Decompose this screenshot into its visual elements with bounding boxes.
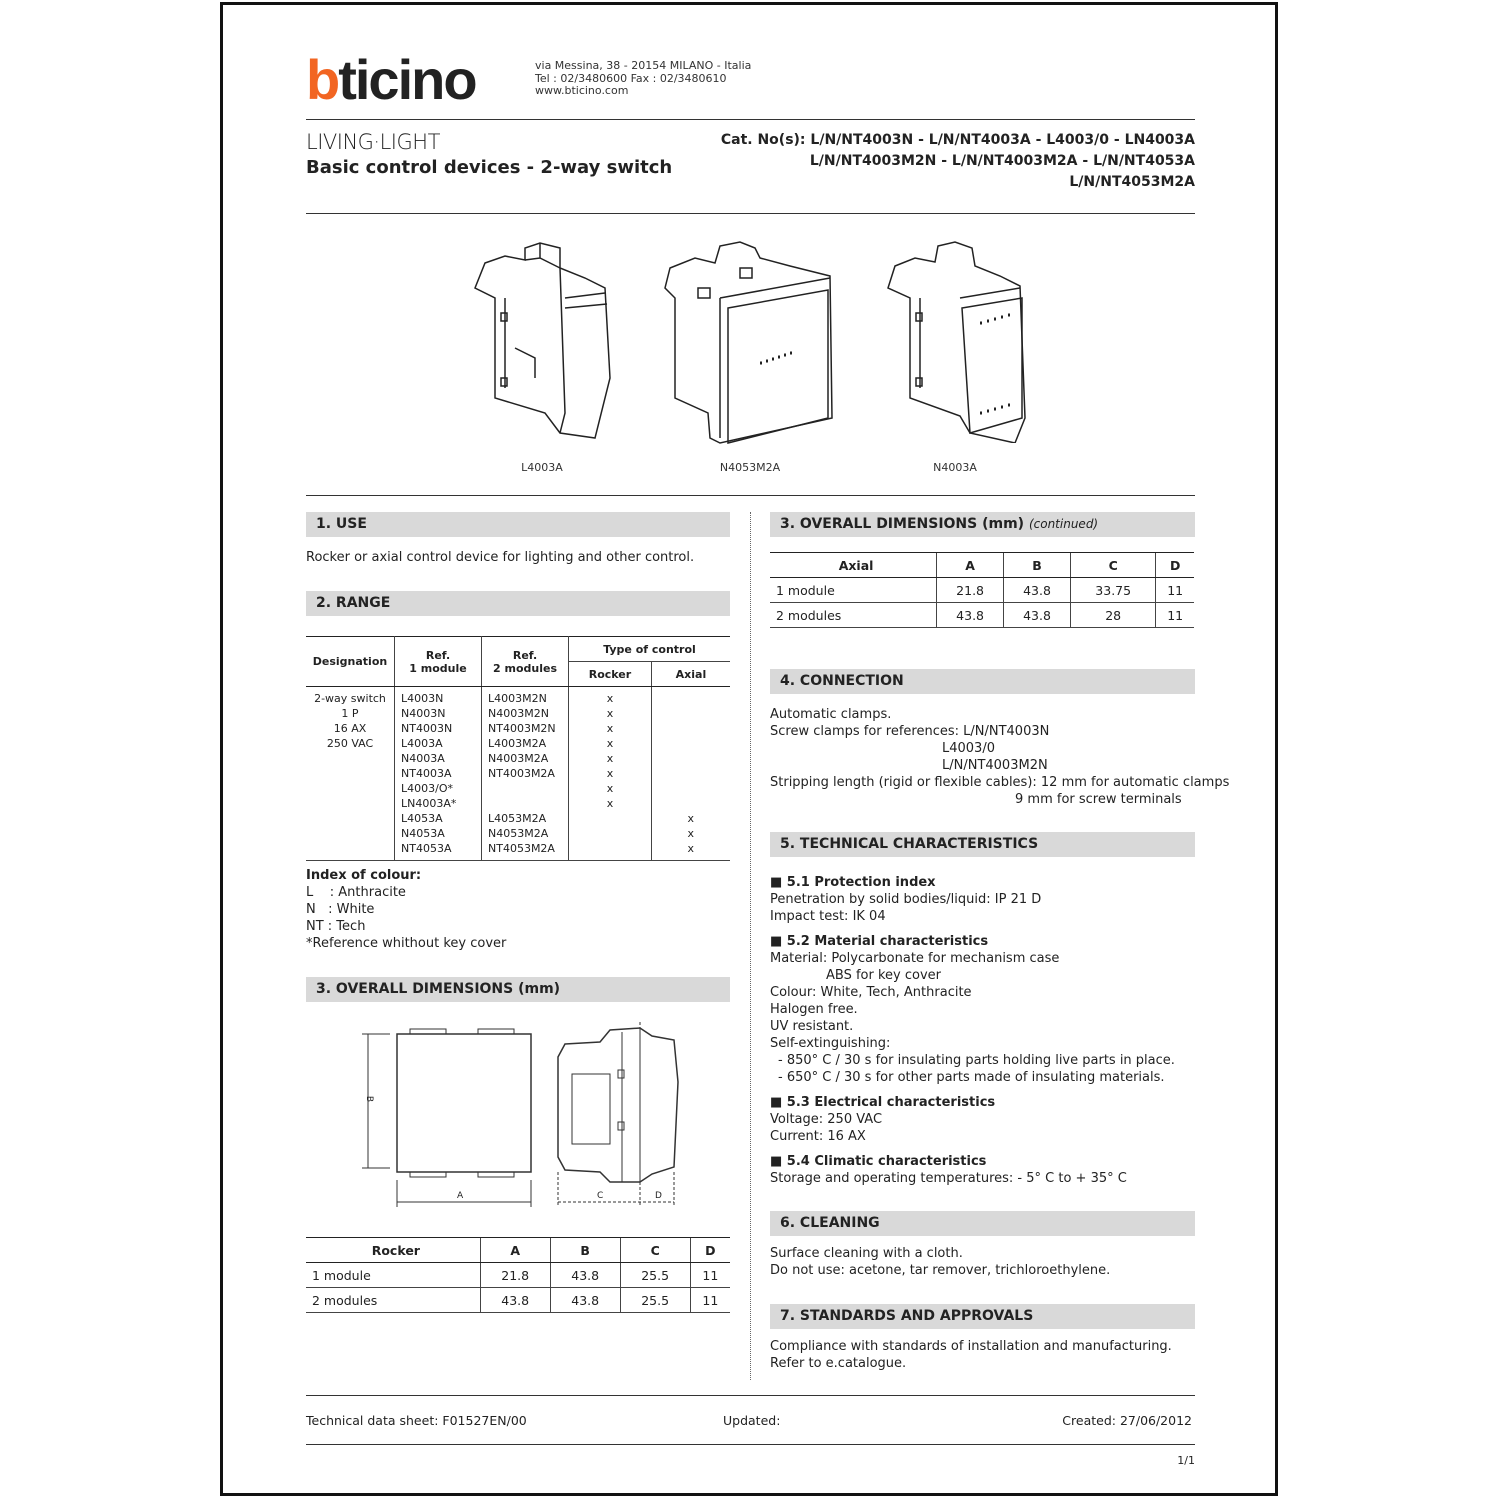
text-line: Compliance with standards of installation and manufacturing.: [770, 1339, 1172, 1354]
table-header: Rocker: [306, 1238, 480, 1263]
col-type: Type of control: [569, 637, 731, 662]
subsection-title: ■ 5.2 Material characteristics: [770, 934, 989, 949]
divider: [306, 213, 1195, 214]
heading-note: (continued): [1028, 517, 1099, 531]
ref1-item: NT4003A: [401, 767, 452, 780]
rocker-mark: x: [606, 692, 614, 705]
text-line: Surface cleaning with a cloth.: [770, 1246, 963, 1261]
table-cell: 43.8: [1004, 603, 1071, 628]
connection-text: [770, 706, 1229, 808]
colour-index: [306, 867, 506, 952]
axial-mark: x: [687, 812, 694, 825]
table-header: B: [550, 1238, 620, 1263]
section-heading-dimensions: 3. OVERALL DIMENSIONS (mm): [306, 977, 730, 1002]
table-cell: 11: [1156, 578, 1194, 603]
rocker-mark: x: [606, 782, 614, 795]
text-line: UV resistant.: [770, 1019, 854, 1034]
table-header: D: [690, 1238, 730, 1263]
ref1-item: NT4003N: [401, 722, 453, 735]
col-axial: Axial: [651, 662, 730, 687]
table-cell: 1 module: [770, 578, 937, 603]
section-heading-cleaning: 6. CLEANING: [770, 1211, 1195, 1236]
table-cell: 21.8: [937, 578, 1004, 603]
ref1-item: L4003A: [401, 737, 443, 750]
footer-created: Created: 27/06/2012: [1062, 1413, 1192, 1428]
divider: [306, 119, 1195, 120]
table-row: [306, 1263, 730, 1288]
table-cell: 11: [690, 1263, 730, 1288]
product-caption: N4003A: [933, 461, 977, 474]
text-line: Refer to e.catalogue.: [770, 1356, 907, 1371]
rocker-dimensions-table: [306, 1237, 730, 1313]
axial-dimensions-table: [770, 552, 1194, 628]
ref2-item: NT4003M2N: [488, 722, 556, 735]
rocker-mark: x: [606, 722, 614, 735]
ref1-item: NT4053A: [401, 842, 452, 855]
table-row: [770, 578, 1194, 603]
table-row: [770, 603, 1194, 628]
table-cell: 1 module: [306, 1263, 480, 1288]
rocker-mark: x: [606, 767, 614, 780]
text-line: - 650° C / 30 s for other parts made of insulating materials.: [778, 1070, 1165, 1085]
table-cell: 43.8: [550, 1288, 620, 1313]
product-image-l4003a: [465, 238, 620, 443]
ref2-item: N4003M2A: [488, 752, 549, 765]
table-cell: 43.8: [937, 603, 1004, 628]
use-text: Rocker or axial control device for lighting and other control.: [306, 550, 695, 565]
rocker-mark: x: [606, 797, 614, 810]
ref2-item: NT4053M2A: [488, 842, 555, 855]
text-line: Do not use: acetone, tar remover, trichloroethylene.: [770, 1263, 1111, 1278]
ref1-item: N4003N: [401, 707, 446, 720]
ref2-item: N4053M2A: [488, 827, 549, 840]
divider: [306, 1444, 1195, 1445]
ref2-item: L4053M2A: [488, 812, 547, 825]
ref1-item: N4053A: [401, 827, 445, 840]
cat-line: Cat. No(s): L/N/NT4003N - L/N/NT4003A - L4003/0 - LN4003A: [720, 132, 1195, 148]
col-designation: Designation: [306, 637, 395, 687]
col-ref2: Ref. 2 modules: [482, 637, 569, 687]
table-cell: 11: [1156, 603, 1194, 628]
text-line: Material: Polycarbonate for mechanism case: [770, 951, 1060, 966]
table-cell: 11: [690, 1288, 730, 1313]
ref2-item: [488, 796, 568, 811]
axial-mark: x: [687, 827, 694, 840]
table-header: A: [937, 553, 1004, 578]
heading-text: 3. OVERALL DIMENSIONS (mm): [780, 516, 1025, 532]
website-line: www.bticino.com: [535, 84, 629, 97]
company-address: [535, 60, 751, 98]
designation-line: 2-way switch: [314, 692, 386, 705]
col-ref1: Ref. 1 module: [395, 637, 482, 687]
text-line: Screw clamps for references: L/N/NT4003N: [770, 724, 1050, 739]
designation-line: 16 AX: [333, 722, 367, 735]
text-line: 9 mm for screw terminals: [1015, 792, 1182, 807]
dim-label-b: B: [364, 1095, 375, 1103]
ref1-item: N4003A: [401, 752, 445, 765]
cat-line: L/N/NT4003M2N - L/N/NT4003M2A - L/N/NT4053A: [809, 153, 1195, 169]
dim-label-c: C: [597, 1191, 604, 1201]
table-header: D: [1156, 553, 1194, 578]
technical-text: [770, 874, 1175, 1187]
text-line: - 850° C / 30 s for insulating parts holding live parts in place.: [778, 1053, 1175, 1068]
divider: [306, 495, 1195, 496]
colour-line: N : White: [306, 902, 375, 917]
phone-line: Tel : 02/3480600 Fax : 02/3480610: [535, 71, 727, 85]
page-number: 1/1: [1177, 1454, 1195, 1467]
range-table: [306, 636, 730, 861]
rocker-mark: x: [606, 737, 614, 750]
text-line: Self-extinguishing:: [770, 1036, 891, 1051]
bticino-logo: bticino: [306, 48, 476, 111]
ref2-item: N4003M2N: [488, 707, 549, 720]
ref1-item: LN4003A*: [401, 797, 457, 810]
divider: [306, 1395, 1195, 1396]
section-heading-range: 2. RANGE: [306, 591, 730, 616]
ref1-item: L4003N: [401, 692, 444, 705]
table-cell: 43.8: [1004, 578, 1071, 603]
section-heading-connection: 4. CONNECTION: [770, 669, 1195, 694]
section-heading-technical: 5. TECHNICAL CHARACTERISTICS: [770, 832, 1195, 857]
text-line: Automatic clamps.: [770, 707, 892, 722]
product-image-n4053m2a: [660, 238, 840, 448]
footer-sheet: Technical data sheet: F01527EN/00: [306, 1413, 527, 1428]
text-line: Halogen free.: [770, 1002, 858, 1017]
text-line: Penetration by solid bodies/liquid: IP 21 D: [770, 892, 1042, 907]
section-heading-dimensions-continued: [770, 512, 1195, 537]
table-header: C: [620, 1238, 690, 1263]
rocker-cell: [569, 687, 652, 861]
table-cell: 25.5: [620, 1263, 690, 1288]
dimension-drawing: [360, 1022, 690, 1212]
text-line: Voltage: 250 VAC: [770, 1112, 883, 1127]
subsection-title: ■ 5.1 Protection index: [770, 875, 936, 890]
table-cell: 43.8: [550, 1263, 620, 1288]
dim-label-d: D: [655, 1191, 662, 1201]
text-line: L4003/0: [942, 741, 995, 756]
axial-cell: [651, 687, 730, 861]
ref2-item: NT4003M2A: [488, 767, 555, 780]
ref1-item: L4003/O*: [401, 782, 453, 795]
ref2-cell: [482, 687, 569, 861]
table-cell: 21.8: [480, 1263, 550, 1288]
table-cell: 28: [1071, 603, 1156, 628]
column-separator: [750, 512, 751, 1380]
table-header: C: [1071, 553, 1156, 578]
table-cell: 25.5: [620, 1288, 690, 1313]
col-rocker: Rocker: [569, 662, 652, 687]
catalog-numbers: [721, 130, 1195, 193]
ref2-item: [488, 781, 568, 796]
product-caption: L4003A: [521, 461, 563, 474]
section-heading-use: 1. USE: [306, 512, 730, 537]
text-line: Impact test: IK 04: [770, 909, 886, 924]
cat-line: L/N/NT4053M2A: [1069, 174, 1195, 190]
table-row: [306, 1288, 730, 1313]
subsection-title: ■ 5.4 Climatic characteristics: [770, 1154, 987, 1169]
designation-line: 1 P: [341, 707, 359, 720]
table-cell: 2 modules: [306, 1288, 480, 1313]
page-title: Basic control devices - 2-way switch: [306, 157, 673, 178]
table-cell: 2 modules: [770, 603, 937, 628]
text-line: Colour: White, Tech, Anthracite: [770, 985, 972, 1000]
rocker-mark: x: [606, 752, 614, 765]
address-line: via Messina, 38 - 20154 MILANO - Italia: [535, 59, 752, 72]
text-line: ABS for key cover: [826, 968, 942, 983]
ref2-item: L4003M2N: [488, 692, 547, 705]
text-line: Current: 16 AX: [770, 1129, 866, 1144]
text-line: L/N/NT4003M2N: [942, 758, 1048, 773]
dim-label-a: A: [457, 1191, 464, 1201]
colour-line: *Reference whithout key cover: [306, 936, 507, 951]
product-image-n4003a: [880, 238, 1030, 443]
table-cell: 33.75: [1071, 578, 1156, 603]
ref1-item: L4053A: [401, 812, 443, 825]
table-header: B: [1004, 553, 1071, 578]
ref2-item: L4003M2A: [488, 737, 547, 750]
subsection-title: ■ 5.3 Electrical characteristics: [770, 1095, 996, 1110]
text-line: Storage and operating temperatures: - 5° C to + 35° C: [770, 1171, 1127, 1186]
rocker-mark: x: [606, 707, 614, 720]
table-header: Axial: [770, 553, 937, 578]
axial-mark: x: [687, 842, 694, 855]
footer-updated: Updated:: [723, 1413, 781, 1428]
designation-cell: [306, 687, 395, 861]
table-header: A: [480, 1238, 550, 1263]
table-cell: 43.8: [480, 1288, 550, 1313]
product-caption: N4053M2A: [719, 461, 781, 474]
colour-index-title: Index of colour:: [306, 868, 422, 883]
designation-line: 250 VAC: [326, 737, 374, 750]
brand-name: LIVING·LIGHT: [306, 130, 440, 154]
colour-line: L : Anthracite: [306, 885, 406, 900]
text-line: Stripping length (rigid or flexible cables): 12 mm for automatic clamps: [770, 775, 1230, 790]
cleaning-text: [770, 1245, 1110, 1279]
section-heading-standards: 7. STANDARDS AND APPROVALS: [770, 1304, 1195, 1329]
colour-line: NT : Tech: [306, 919, 366, 934]
standards-text: [770, 1338, 1172, 1372]
ref1-cell: [395, 687, 482, 861]
